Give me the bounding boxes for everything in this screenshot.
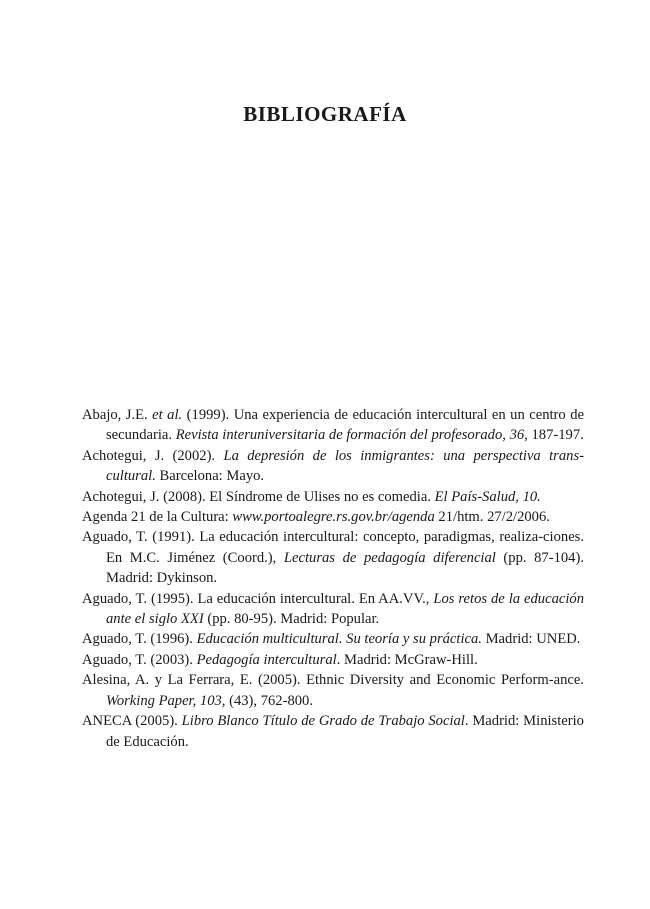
entry-italic-segment: www.portoalegre.rs.gov.br/agenda [232,509,435,526]
page-title: BIBLIOGRAFÍA [243,102,407,126]
entry-italic-segment: La depresión de los inmigrantes: una perspectiva trans-cultural. [106,447,584,485]
entry-italic-segment: Los retos de la educación ante el siglo XXI [106,590,584,628]
entry-text-segment: Barcelona: Mayo. [155,468,265,485]
entry-text-segment: Agenda 21 de la Cultura: [82,509,233,526]
entry-text-segment: Alesina, A. y La Ferrara, E. (2005). Ethnic Diversity and Economic Perform-ance. [82,672,584,689]
entry-text-segment: Aguado, T. (1991). La educación intercultural: concepto, paradigmas, realiza-ciones. En M.C. Jiménez (Coord.), [82,529,584,566]
entry-text-segment: Aguado, T. (1995). La educación intercultural. En AA.VV., [82,590,434,607]
bibliography-entry [82,670,584,711]
entry-italic-segment: Working Paper, 103, [106,692,226,709]
entry-text-segment: Aguado, T. (1996). [82,631,197,648]
entry-text-segment: . Madrid: McGraw-Hill. [336,651,478,668]
entry-text-segment: Achotegui, J. (2002). [82,447,224,464]
entry-text-segment: 21/htm. 27/2/2006. [434,509,550,526]
entry-italic-segment: Educación multicultural. Su teoría y su práctica. [196,631,482,648]
entry-text-segment: (pp. 87-104). Madrid: Dykinson. [106,549,584,587]
bibliography-entry [82,487,584,507]
bibliography-entry [82,711,584,752]
bibliography-entry [82,629,584,649]
entry-text-segment: (1999). Una experiencia de educación intercultural en un centro de secundaria. [106,407,584,444]
entry-italic-segment: Pedagogía intercultural [196,651,337,668]
entry-text-segment: Achotegui, J. (2008). El Síndrome de Ulises no es comedia. [82,488,435,505]
entry-text-segment: (43), 762-800. [225,692,314,709]
entry-italic-segment: Libro Blanco Título de Grado de Trabajo Social [181,713,465,730]
entry-text-segment: Abajo, J.E. [82,407,153,423]
entry-text-segment: ANECA (2005). [82,713,182,730]
bibliography-entry [82,527,584,588]
entry-text-segment: Aguado, T. (2003). [82,651,197,668]
bibliography-entry [82,405,584,446]
entry-italic-segment: Lecturas de pedagogía diferencial [283,549,496,566]
bibliography-entry [82,650,584,670]
bibliography-entry [82,446,584,487]
entry-italic-segment: et al. [152,407,183,423]
entry-text-segment: Madrid: UNED. [481,631,581,648]
entry-text-segment: , 187-197. [524,427,584,444]
bibliography-list [82,405,584,752]
entry-italic-segment: Revista interuniversitaria de formación del profesorado, 36 [175,427,525,444]
entry-text-segment: (pp. 80-95). Madrid: Popular. [203,611,380,628]
entry-italic-segment: El País-Salud, 10. [434,488,541,505]
entry-text-segment: . Madrid: Ministerio de Educación. [106,713,584,750]
bibliography-entry [82,589,584,630]
bibliography-entry [82,507,584,527]
